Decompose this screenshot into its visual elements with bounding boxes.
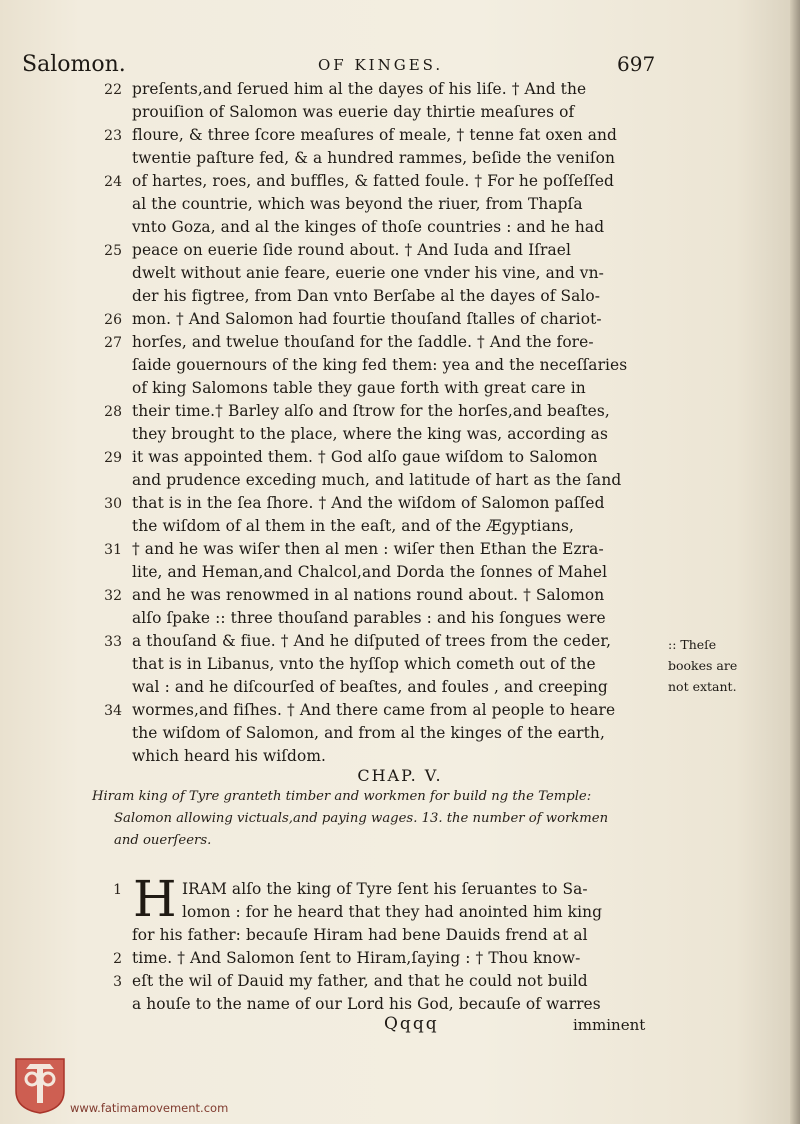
text-line: [0, 285, 800, 308]
line-text: † and he was wiſer then al men : wiſer then Ethan the Ezra-: [132, 540, 604, 558]
verse-number: 3: [113, 974, 122, 990]
line-text: the wiſdom of Salomon, and from al the kinges of the earth,: [132, 724, 605, 742]
text-line: [0, 515, 800, 538]
verse-number: 23: [104, 128, 122, 144]
text-line: [0, 538, 800, 561]
verse-number: 34: [104, 703, 122, 719]
line-text: a houſe to the name of our Lord his God, becauſe of warres: [132, 995, 601, 1013]
text-line: [0, 492, 800, 515]
line-text: IRAM alſo the king of Tyre ſent his ſeruantes to Sa-: [182, 880, 588, 898]
text-line: [0, 170, 800, 193]
text-line: [0, 78, 800, 101]
text-line: [0, 947, 800, 970]
verse-number: 27: [104, 335, 122, 351]
line-text: wormes,and fiſhes. † And there came from al people to heare: [132, 701, 616, 719]
text-line: [0, 878, 800, 901]
chapter-heading: CHAP. V.: [357, 766, 443, 785]
line-text: dwelt without anie feare, euerie one vnder his vine, and vn-: [132, 264, 604, 282]
line-text: and he was renowmed in al nations round about. † Salomon: [132, 586, 605, 604]
text-line: [0, 331, 800, 354]
fatima-logo-icon: [12, 1055, 68, 1115]
text-line: [0, 699, 800, 722]
line-text: eſt the wil of Dauid my father, and that he could not build: [132, 972, 588, 990]
line-text: der his figtree, from Dan vnto Berſabe al the dayes of Salo-: [132, 287, 601, 305]
line-text: time. † And Salomon ſent to Hiram,ſaying : † Thou know-: [132, 949, 581, 967]
line-text: lite, and Heman,and Chalcol,and Dorda the ſonnes of Mahel: [132, 563, 608, 581]
line-text: lomon : for he heard that they had anointed him king: [182, 903, 603, 921]
line-text: and prudence exceding much, and latitude of hart as the ſand: [132, 471, 622, 489]
line-text: preſents,and ſerued him al the dayes of his liſe. † And the: [132, 80, 587, 98]
line-text: for his father: becauſe Hiram had bene Dauids frend at al: [132, 926, 588, 944]
line-text: alſo ſpake :: three thouſand parables : and his ſongues were: [132, 609, 606, 627]
line-text: vnto Goza, and al the kinges of thoſe countries : and he had: [132, 218, 605, 236]
line-text: prouiſion of Salomon was euerie day thirtie meaſures of: [132, 103, 575, 121]
verse-number: 32: [104, 588, 122, 604]
verse-number: 29: [104, 450, 122, 466]
line-text: peace on euerie ſide round about. † And Iuda and Iſrael: [132, 241, 572, 259]
text-line: [0, 216, 800, 239]
line-text: mon. † And Salomon had fourtie thouſand ſtalles of chariot-: [132, 310, 602, 328]
catchword: imminent: [573, 1016, 646, 1034]
running-head-center: OF KINGES.: [318, 56, 444, 74]
text-line: [0, 308, 800, 331]
text-line: [0, 745, 800, 768]
line-text: wal : and he diſcourſed of beaſtes, and foules , and creeping: [132, 678, 608, 696]
line-text: their time.† Barley alſo and ſtrow for the horſes,and beaſtes,: [132, 402, 610, 420]
text-line: [0, 901, 800, 924]
chapter-text: [0, 878, 800, 1016]
line-text: floure, & three ſcore meaſures of meale, † tenne fat oxen and: [132, 126, 617, 144]
running-head-left: Salomon.: [22, 52, 126, 77]
line-text: al the countrie, which was beyond the riuer, from Thapſa: [132, 195, 583, 213]
signature-mark: Qqqq: [384, 1014, 439, 1034]
line-text: that is in Libanus, vnto the hyſſop which cometh out of the: [132, 655, 596, 673]
line-text: it was appointed them. † God alſo gaue wiſdom to Salomon: [132, 448, 598, 466]
verse-number: 24: [104, 174, 122, 190]
line-text: of king Salomons table they gaue forth with great care in: [132, 379, 586, 397]
verse-number: 1: [113, 882, 122, 898]
text-line: [0, 124, 800, 147]
text-line: [0, 147, 800, 170]
text-line: [0, 400, 800, 423]
text-line: [0, 970, 800, 993]
line-text: ſaide gouernours of the king fed them: yea and the neceſſaries: [132, 356, 628, 374]
text-line: [0, 193, 800, 216]
chapter-summary: Salomon allowing victuals,and paying wages. 13. the number of workmen: [114, 811, 609, 826]
text-line: [0, 469, 800, 492]
verse-number: 22: [104, 82, 122, 98]
text-line: [0, 924, 800, 947]
line-text: the wiſdom of al them in the eaſt, and of the Ægyptians,: [132, 517, 574, 535]
text-line: [0, 262, 800, 285]
line-text: they brought to the place, where the king was, according as: [132, 425, 608, 443]
watermark-url: www.fatimamovement.com: [70, 1101, 229, 1115]
text-line: [0, 561, 800, 584]
verse-number: 31: [104, 542, 122, 558]
verse-number: 2: [113, 951, 122, 967]
text-line: [0, 239, 800, 262]
text-line: [0, 101, 800, 124]
drop-cap: H: [133, 870, 177, 928]
line-text: of hartes, roes, and buffles, & fatted foule. † For he poſſeſſed: [132, 172, 614, 190]
verse-number: 26: [104, 312, 122, 328]
verse-number: 30: [104, 496, 122, 512]
line-text: twentie paſture fed, & a hundred rammes, beſide the veniſon: [132, 149, 616, 167]
text-line: [0, 584, 800, 607]
line-text: which heard his wiſdom.: [132, 747, 327, 765]
text-line: [0, 377, 800, 400]
page-number: 697: [617, 52, 656, 76]
text-line: [0, 446, 800, 469]
text-line: [0, 423, 800, 446]
text-line: [0, 993, 800, 1016]
text-line: [0, 722, 800, 745]
text-line: [0, 607, 800, 630]
text-line: [0, 354, 800, 377]
margin-note: not extant.: [668, 679, 737, 694]
verse-number: 28: [104, 404, 122, 420]
verse-number: 33: [104, 634, 122, 650]
line-text: horſes, and twelue thouſand for the ſaddle. † And the fore-: [132, 333, 594, 351]
verse-number: 25: [104, 243, 122, 259]
line-text: a thouſand & fiue. † And he diſputed of trees from the ceder,: [132, 632, 612, 650]
margin-note: :: Theſe: [668, 637, 717, 652]
chapter-summary: Hiram king of Tyre granteth timber and workmen for build ng the Temple:: [92, 789, 592, 804]
chapter-summary: and ouerſeers.: [114, 833, 212, 848]
margin-note: bookes are: [668, 658, 738, 673]
line-text: that is in the ſea ſhore. † And the wiſdom of Salomon paſſed: [132, 494, 605, 512]
